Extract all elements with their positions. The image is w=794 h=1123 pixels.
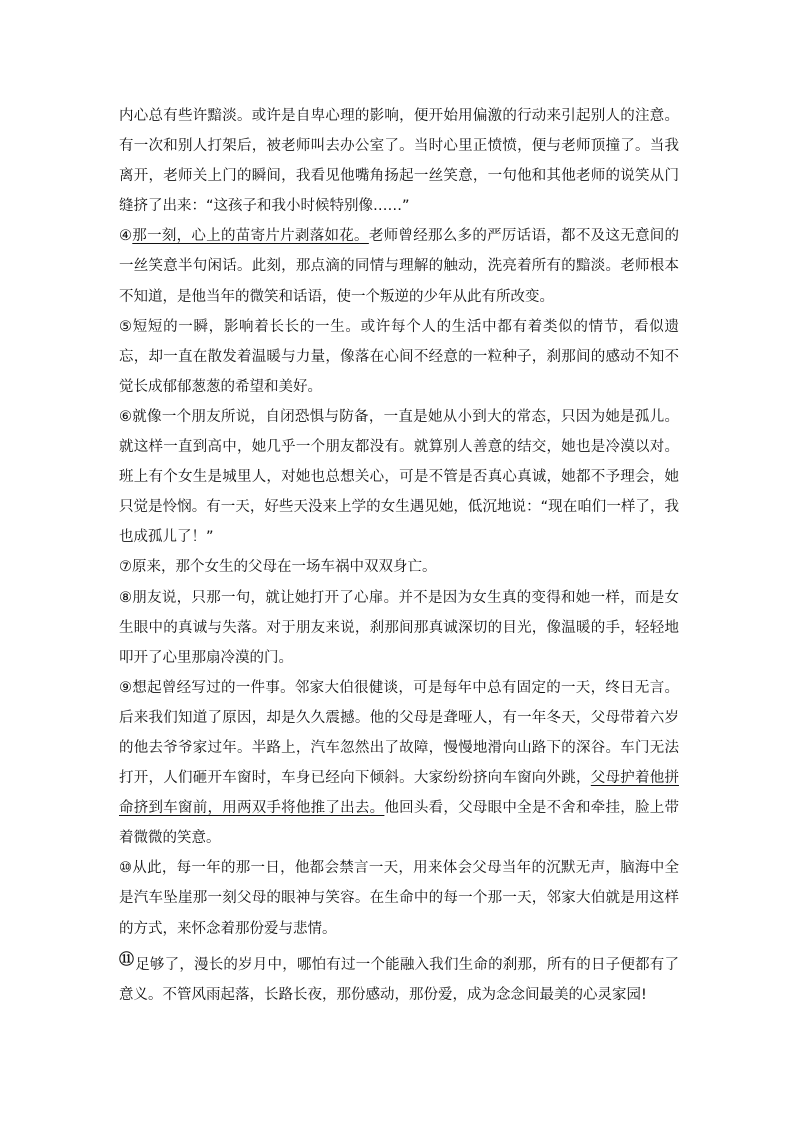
paragraph-text: ⑦原来，那个女生的父母在一场车祸中双双身亡。 (119, 559, 437, 576)
paragraph-11 (119, 944, 679, 1010)
underlined-sentence: 父母护着他拼命挤到车窗前，用两双手将他推了出去。 (119, 770, 679, 817)
article-body (119, 101, 679, 1010)
paragraph-7 (119, 552, 679, 582)
paragraph-text: 老师曾经那么多的严厉话语，都不及这无意间的一丝笑意半句闲话。此刻，那点滴的同情与理解的触动，洗亮着所有的黯淡。老师根本不知道，是他当年的微笑和话语，使一个叛逆的少年从此有所改变。 (119, 228, 680, 305)
paragraph-text: ⑩从此，每一年的那一日，他都会禁言一天，用来体会父母当年的沉默无声，脑海中全是汽车坠崖那一刻父母的眼神与笑容。在生命中的每一个那一天，邻家大伯就是用这样的方式，来怀念着那份爱与悲情。 (119, 860, 679, 937)
underlined-sentence: 那一刻，心上的苗寄片片剥落如花。 (132, 228, 369, 245)
paragraph-text: 内心总有些许黯淡。或许是自卑心理的影响，便开始用偏激的行动来引起别人的注意。有一次和别人打架后，被老师叫去办公室了。当时心里正愤愤，便与老师顶撞了。当我离开，老师关上门的瞬间，我看见他嘴角扬起一丝笑意，一句他和其他老师的说笑从门缝挤了出来：“这孩子和我小时候特别像……” (119, 108, 679, 215)
paragraph-9 (119, 673, 679, 854)
paragraph-text: ⑧朋友说，只那一句，就让她打开了心扉。并不是因为女生真的变得和她一样，而是女生眼中的真诚与失落。对于朋友来说，刹那间那真诚深切的目光，像温暖的手，轻轻地叩开了心里那扇冷漠的门。 (119, 589, 679, 666)
paragraph-text: 足够了，漫长的岁月中，哪怕有过一个能融入我们生命的刹那，所有的日子便都有了意义。不管风雨起落，长路长夜，那份感动，那份爱，成为念念间最美的心灵家园! (119, 956, 679, 1003)
paragraph-8 (119, 583, 679, 673)
paragraph-text: ⑤短短的一瞬，影响着长长的一生。或许每个人的生活中都有着类似的情节，看似遗忘，却一直在散发着温暖与力量，像落在心间不经意的一粒种子，刹那间的感动不知不觉长成郁郁葱葱的希望和美好。 (119, 318, 679, 395)
paragraph-6 (119, 402, 679, 552)
paragraph-4 (119, 221, 679, 311)
paragraph-text: ⑥就像一个朋友所说，自闭恐惧与防备，一直是她从小到大的常态，只因为她是孤儿。就这样一直到高中，她几乎一个朋友都没有。就算别人善意的结交，她也是冷漠以对。班上有个女生是城里人，对她也总想关心，可是不管是否真心真诚，她都不予理会，她只觉是怜悯。有一天，好些天没来上学的女生遇见她，低沉地说：“现在咱们一样了，我也成孤儿了！” (119, 408, 679, 546)
paragraph-text: ⑨想起曾经写过的一件事。邻家大伯很健谈，可是每年中总有固定的一天，终日无言。后来我们知道了原因，却是久久震撼。他的父母是聋哑人，有一年冬天，父母带着六岁的他去爷爷家过年。半路上，汽车忽然出了故障，慢慢地滑向山路下的深谷。车门无法打开，人们砸开车窗时，车身已经向下倾斜。大家纷纷挤向车窗向外跳， (119, 679, 679, 787)
paragraph-number: ④ (119, 228, 133, 245)
paragraph-text: 他回头看，父母眼中全是不舍和牵挂，脸上带着微微的笑意。 (119, 800, 680, 847)
paragraph-5 (119, 312, 679, 402)
paragraph-10 (119, 853, 679, 943)
paragraph-3-continuation (119, 101, 679, 221)
paragraph-number: ⑪ (119, 949, 135, 968)
